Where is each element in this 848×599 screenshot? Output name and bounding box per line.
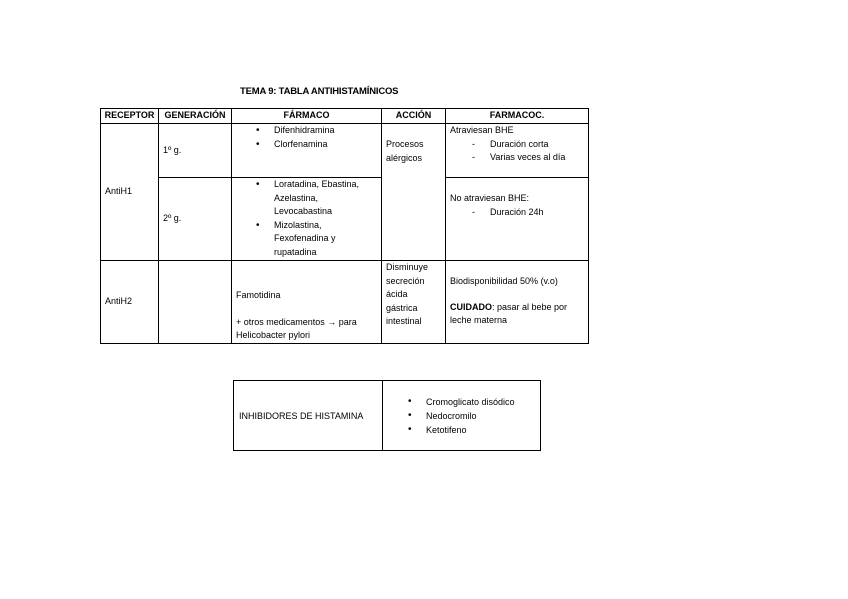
list-item: - Duración 24h: [450, 206, 584, 220]
table-header-row: [101, 109, 589, 124]
pk-caution: [450, 301, 584, 315]
list-item: • Difenhidramina: [236, 124, 377, 138]
action-text: Disminuye: [386, 262, 429, 272]
generation-cell: [159, 124, 232, 178]
pk-list: [450, 138, 584, 165]
list-item: • Nedocromilo: [384, 409, 539, 423]
action-cell: [382, 124, 446, 261]
list-item: - Varias veces al día: [450, 151, 584, 165]
action-text: secreción: [386, 275, 425, 286]
header-receptor: RECEPTOR: [101, 109, 159, 124]
generation-cell: [159, 178, 232, 261]
pk-list: [450, 206, 584, 220]
table-row: [101, 178, 589, 261]
generation-label: 2º g.: [163, 213, 182, 224]
action-text: gástrica: [386, 302, 418, 313]
table-row: [101, 261, 589, 344]
drug-line: Azelastina,: [274, 192, 319, 203]
action-text: ácida: [386, 289, 408, 299]
caution-label: CUIDADO: [450, 301, 492, 312]
table-row: [101, 124, 589, 178]
pk-bioavailability: Biodisponibilidad 50% (v.o): [450, 276, 558, 286]
inhibitors-label-cell: [234, 381, 383, 451]
action-text: intestinal: [386, 316, 422, 326]
table-row: [234, 381, 541, 451]
header-drug: FÁRMACO: [232, 109, 382, 124]
caution-text: : pasar al bebe por: [492, 301, 568, 312]
list-item: • Clorfenamina: [236, 138, 377, 152]
drug-note: Helicobacter pylori: [236, 330, 311, 340]
inhibitors-list: [384, 395, 539, 437]
drug-list: [236, 178, 377, 259]
drug-line: • Loratadina, Ebastina,: [274, 179, 360, 189]
inhibitors-list-cell: [383, 381, 541, 451]
list-item: • Cromoglicato disódico: [384, 395, 539, 409]
drug-note: + otros medicamentos → para: [236, 316, 357, 327]
header-pharmacokinetics: FARMACOC.: [446, 109, 589, 124]
list-item: - Duración corta: [450, 138, 584, 152]
drug-line: Levocabastina: [274, 206, 333, 216]
pk-cell: [446, 261, 589, 344]
drug-line: rupatadina: [274, 246, 317, 257]
drug-line: • Mizolastina,: [274, 219, 322, 230]
list-item: [236, 178, 377, 219]
action-text: alérgicos: [386, 152, 423, 163]
list-item: • Ketotifeno: [384, 423, 539, 437]
receptor-cell: [101, 261, 159, 344]
action-cell: [382, 261, 446, 344]
header-generation: GENERACIÓN: [159, 109, 232, 124]
page-title: TEMA 9: TABLA ANTIHISTAMÍNICOS: [240, 86, 399, 97]
antihistamine-table: [100, 108, 589, 344]
generation-label: 1º g.: [163, 144, 182, 155]
receptor-label: AntiH1: [105, 186, 133, 197]
drug-cell: [232, 124, 382, 178]
drug-cell: [232, 261, 382, 344]
drug-line: Fexofenadina y: [274, 233, 336, 243]
pk-cell: [446, 124, 589, 178]
caution-text: leche materna: [450, 315, 508, 325]
header-action: ACCIÓN: [382, 109, 446, 124]
drug-cell: [232, 178, 382, 261]
generation-cell: [159, 261, 232, 344]
drug-name: Famotidina: [236, 290, 281, 300]
drug-list: [236, 124, 377, 151]
receptor-cell: [101, 124, 159, 261]
inhibitors-table: [233, 380, 541, 451]
receptor-label: AntiH2: [105, 296, 133, 307]
pk-title: Atraviesan BHE: [450, 125, 514, 135]
list-item: [236, 219, 377, 260]
pk-title: No atraviesan BHE:: [450, 193, 530, 203]
action-text: Procesos: [386, 139, 424, 149]
inhibitors-label: INHIBIDORES DE HISTAMINA: [239, 410, 364, 421]
pk-cell: [446, 178, 589, 261]
